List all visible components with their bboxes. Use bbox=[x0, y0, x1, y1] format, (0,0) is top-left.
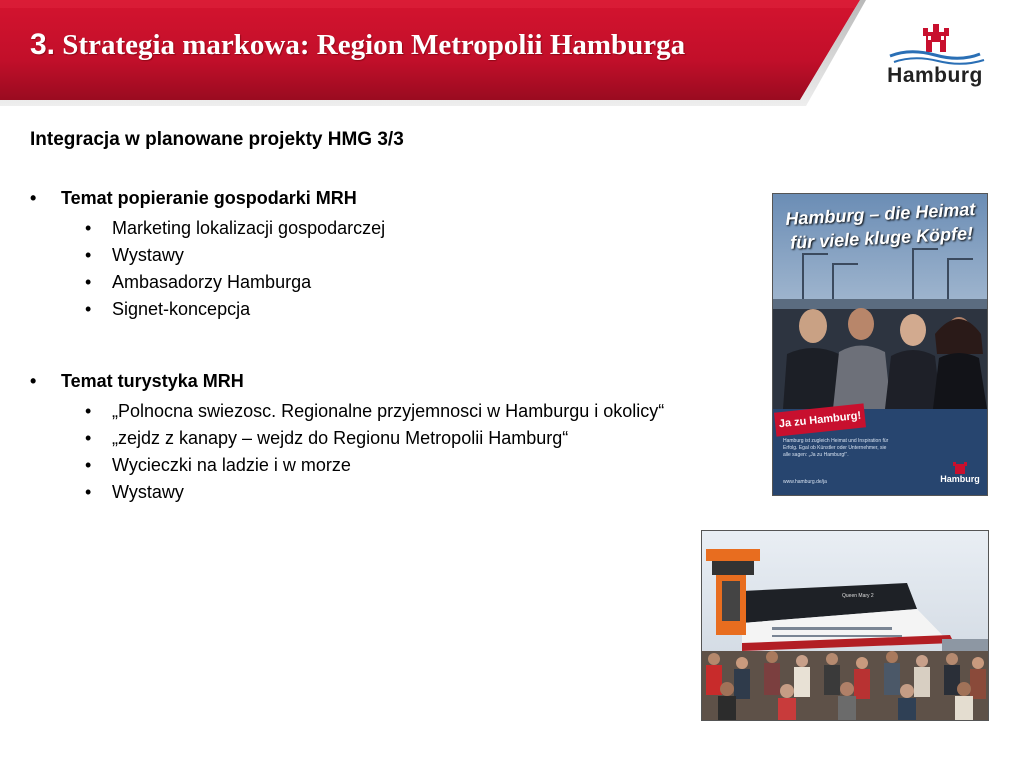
poster-badge: Ja zu Hamburg! bbox=[774, 403, 866, 436]
list-item-text: Marketing lokalizacji gospodarczej bbox=[112, 218, 386, 238]
bullet: • bbox=[30, 188, 37, 208]
list-item-text: Wycieczki na ladzie i w morze bbox=[112, 455, 351, 475]
bullet: • bbox=[85, 482, 92, 502]
section-heading bbox=[30, 188, 812, 215]
bullet: • bbox=[85, 401, 92, 421]
page-title bbox=[30, 28, 685, 68]
poster-body-text: Hamburg ist zugleich Heimat und Inspiration für Erfolg. Egal ob Künstler oder Unternehmer, sie alle sagen: „Ja zu Hamburg!“. bbox=[783, 438, 889, 458]
logo-text: Hamburg bbox=[887, 64, 983, 87]
bullet: • bbox=[85, 455, 92, 475]
list-item-text: Wystawy bbox=[112, 482, 184, 502]
poster-headline-line: Hamburg – die Heimat bbox=[784, 199, 976, 229]
bullet: • bbox=[30, 371, 37, 391]
list-item bbox=[30, 425, 812, 452]
bullet: • bbox=[85, 299, 92, 319]
list-item bbox=[30, 452, 812, 479]
hamburg-castle-icon bbox=[880, 24, 990, 66]
poster-image bbox=[772, 193, 988, 496]
list-item bbox=[30, 296, 812, 323]
title-number: 3. bbox=[30, 28, 56, 61]
list-item-text: „Polnocna swiezosc. Regionalne przyjemnosci w Hamburgu i okolicy“ bbox=[112, 401, 665, 421]
list-item bbox=[30, 398, 812, 425]
poster-logo-text: Hamburg bbox=[940, 474, 980, 484]
section-economy bbox=[30, 188, 812, 323]
list-item-text: Wystawy bbox=[112, 245, 184, 265]
bullet: • bbox=[85, 218, 92, 238]
title-text: Strategia markowa: Region Metropolii Hamburga bbox=[62, 29, 686, 61]
list-item bbox=[30, 479, 812, 506]
cruise-ship-photo bbox=[701, 530, 989, 721]
list-item-text: „zejdz z kanapy – wejdz do Regionu Metropolii Hamburg“ bbox=[112, 428, 569, 448]
bullet: • bbox=[85, 428, 92, 448]
list-item bbox=[30, 269, 812, 296]
section-items bbox=[30, 215, 812, 323]
list-item-text: Ambasadorzy Hamburga bbox=[112, 272, 312, 292]
slide-subtitle: Integracja w planowane projekty HMG 3/3 bbox=[30, 129, 404, 150]
poster-url: www.hamburg.de/ja bbox=[783, 479, 827, 485]
section-tourism bbox=[30, 371, 812, 506]
bullet: • bbox=[85, 272, 92, 292]
photo-artwork bbox=[702, 531, 989, 721]
section-heading bbox=[30, 371, 812, 398]
header-banner bbox=[0, 0, 1024, 110]
section-title: Temat turystyka MRH bbox=[61, 371, 244, 391]
section-title: Temat popieranie gospodarki MRH bbox=[61, 188, 357, 208]
list-item bbox=[30, 215, 812, 242]
list-item bbox=[30, 242, 812, 269]
poster-headline-line: für viele kluge Köpfe! bbox=[789, 223, 974, 253]
section-items bbox=[30, 398, 812, 506]
bullet: • bbox=[85, 245, 92, 265]
hamburg-logo bbox=[880, 24, 990, 94]
ship-name-label: Queen Mary 2 bbox=[842, 593, 874, 599]
list-item-text: Signet-koncepcja bbox=[112, 299, 251, 319]
